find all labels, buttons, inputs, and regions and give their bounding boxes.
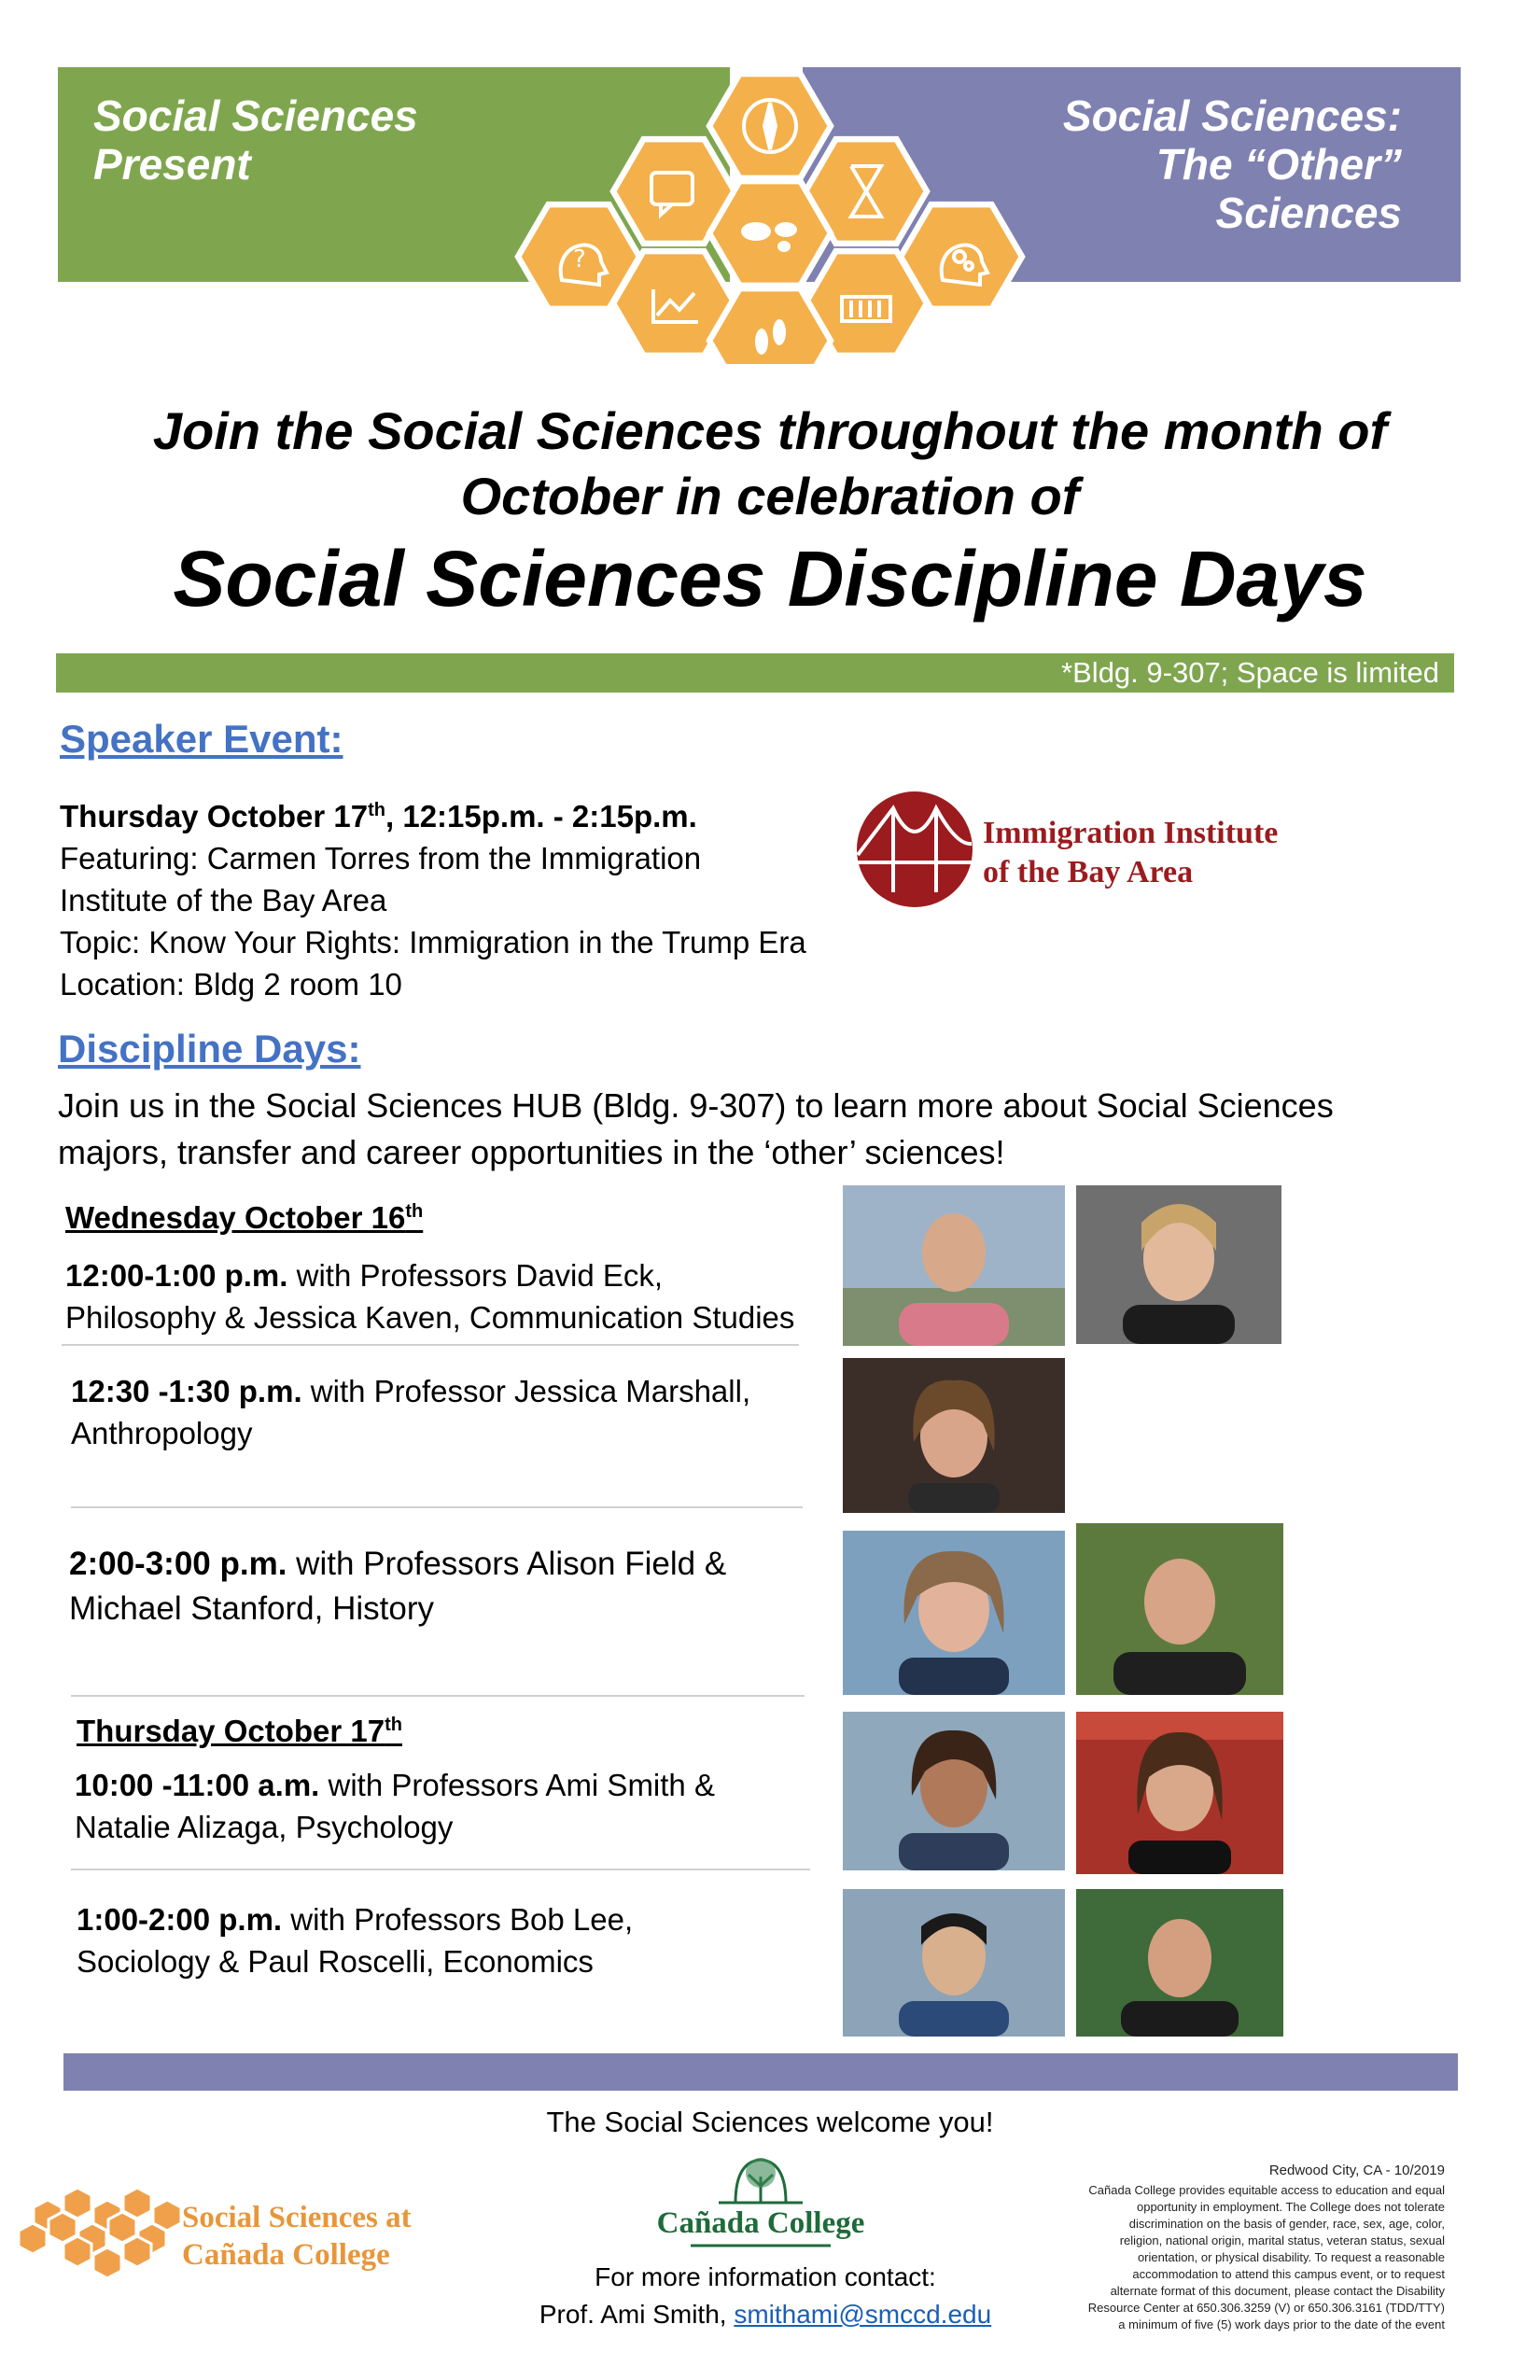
notice-text: *Bldg. 9-307; Space is limited xyxy=(1061,656,1439,689)
svg-text:?: ? xyxy=(573,245,586,273)
location-date: Redwood City, CA - 10/2019 xyxy=(1268,2163,1445,2178)
photo-ami-smith xyxy=(843,1712,1065,1870)
photo-bob-lee xyxy=(843,1889,1065,2037)
contact-email-link[interactable]: smithami@smccd.edu xyxy=(734,2300,992,2329)
speaker-event-location: Location: Bldg 2 room 10 xyxy=(60,967,402,1001)
session-slot: 1:00-2:00 p.m. with Professors Bob Lee, Sociology & Paul Roscelli, Economics xyxy=(77,1902,634,1979)
photo-alison-field xyxy=(843,1531,1065,1695)
welcome-text: The Social Sciences welcome you! xyxy=(546,2106,994,2138)
photo-david-eck xyxy=(843,1185,1065,1346)
headline-title: Social Sciences Discipline Days xyxy=(173,535,1367,623)
wednesday-title: Wednesday October 16th xyxy=(65,1200,424,1235)
contact-info: For more information contact: Prof. Ami Smith, smithami@smccd.edu xyxy=(539,2262,992,2329)
photo-michael-stanford xyxy=(1076,1523,1283,1695)
speaker-event-topic: Topic: Know Your Rights: Immigration in the Trump Era xyxy=(60,925,806,959)
speaker-event-featuring-2: Institute of the Bay Area xyxy=(60,883,387,917)
headline-line-1: Join the Social Sciences throughout the month of xyxy=(152,401,1388,460)
session-slot: 2:00-3:00 p.m. with Professors Alison Field & Michael Stanford, History xyxy=(69,1546,727,1627)
speaker-event-featuring-1: Featuring: Carmen Torres from the Immigration xyxy=(60,841,702,875)
photo-paul-roscelli xyxy=(1076,1889,1283,2037)
divider xyxy=(71,1506,803,1508)
honeycomb-icons xyxy=(504,56,1036,364)
headline-line-2: October in celebration of xyxy=(460,467,1080,525)
header-right-title: Social Sciences: The “Other” Sciences xyxy=(1062,91,1402,237)
discipline-days-title: Discipline Days: xyxy=(58,1027,361,1071)
divider xyxy=(71,1695,805,1697)
header-left-title: Social Sciences Present xyxy=(93,91,418,189)
discipline-days-intro: Join us in the Social Sciences HUB (Bldg. 9-307) to learn more about Social Sciences majors, transfer and career opportunities in the ‘other’ sciences! xyxy=(58,1086,1334,1171)
canada-college-logo-text: Cañada College xyxy=(656,2206,865,2240)
thursday-title: Thursday October 17th xyxy=(77,1714,402,1748)
session-slot: 10:00 -11:00 a.m. with Professors Ami Smith & Natalie Alizaga, Psychology xyxy=(75,1768,715,1844)
footer-bar xyxy=(63,2053,1458,2091)
session-slot: 12:30 -1:30 p.m. with Professor Jessica Marshall, Anthropology xyxy=(71,1374,751,1450)
speaker-event-details xyxy=(60,790,806,1005)
speaker-event-date: Thursday October 17th, 12:15p.m. - 2:15p.m. xyxy=(60,799,697,833)
photo-jessica-kaven xyxy=(1076,1185,1281,1344)
social-sciences-logo-text: Social Sciences at Cañada College xyxy=(182,2201,412,2272)
divider xyxy=(71,1869,810,1870)
photo-natalie-alizaga xyxy=(1076,1712,1283,1874)
session-slot: 12:00-1:00 p.m. with Professors David Eck, Philosophy & Jessica Kaven, Communication Studies xyxy=(65,1258,795,1335)
divider xyxy=(62,1344,799,1346)
canada-college-logo xyxy=(653,2147,868,2259)
immigration-institute-logo-text: Immigration Institute of the Bay Area xyxy=(983,816,1279,889)
photo-jessica-marshall xyxy=(843,1358,1065,1513)
speaker-event-title: Speaker Event: xyxy=(60,717,343,761)
disclaimer: Redwood City, CA - 10/2019 Cañada College provides equitable access to education and equal opportunity in employment. The College does not tolerate discrimination on the basis of gender, race, sex, age, color, religion, national origin, marital status, veteran status, sexual orientation, or physical disability. To request a reasonable accommodation to attend this campus event, or to request alternate format of this document, please contact the Disability Resource Center at 650.306.3259 (V) or 650.306.3161 (TDD/TTY) a minimum of five (5) work days prior to the date of the event xyxy=(1027,2160,1445,2333)
